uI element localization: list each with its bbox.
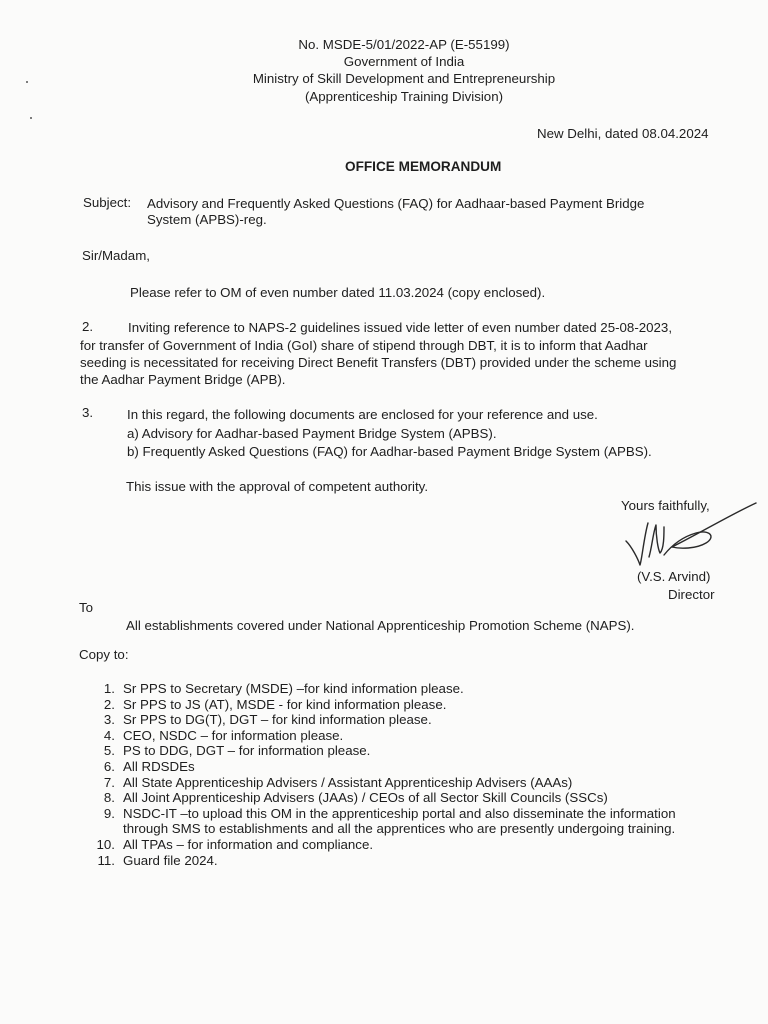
list-item [80, 790, 676, 806]
copy-to-list [80, 681, 676, 868]
list-item [80, 743, 676, 759]
paragraph-2-line1: Inviting reference to NAPS-2 guidelines issued vide letter of even number dated 25-08-2023, [128, 320, 673, 335]
list-item-text: Sr PPS to DG(T), DGT – for kind information please. [123, 712, 432, 728]
approval-line: This issue with the approval of competent authority. [126, 479, 429, 494]
to-label: To [79, 600, 94, 615]
list-item-number: 2. [103, 696, 115, 712]
list-item-text: All TPAs – for information and compliance. [123, 836, 374, 852]
subject-text-line1: Advisory and Frequently Asked Questions (FAQ) for Aadhaar-based Payment Bridge [147, 196, 645, 211]
list-item-number: 7. [103, 774, 115, 790]
subject-label: Subject: [83, 195, 132, 210]
list-item-number: 5. [103, 743, 115, 759]
paragraph-2-number: 2. [82, 319, 94, 334]
list-item [80, 681, 676, 697]
paragraph-1: Please refer to OM of even number dated 11.03.2024 (copy enclosed). [130, 285, 546, 300]
list-item [80, 759, 676, 775]
paragraph-2-line3: seeding is necessitated for receiving Direct Benefit Transfers (DBT) provided under the scheme using [80, 355, 677, 370]
handwritten-signature [620, 497, 760, 577]
scan-mark [30, 117, 32, 119]
list-item-text: NSDC-IT –to upload this OM in the apprenticeship portal and also disseminate the information [123, 805, 676, 821]
memo-title: OFFICE MEMORANDUM [345, 159, 502, 174]
salutation: Sir/Madam, [82, 248, 150, 263]
division-line: (Apprenticeship Training Division) [304, 89, 504, 104]
ministry-line: Ministry of Skill Development and Entrepreneurship [252, 71, 556, 86]
paragraph-3-intro: In this regard, the following documents are enclosed for your reference and use. [127, 407, 598, 422]
list-item-text: All RDSDEs [123, 758, 195, 774]
list-item-number: 9. [103, 805, 115, 821]
govt-line: Government of India [343, 54, 465, 69]
list-item-text: CEO, NSDC – for information please. [123, 727, 344, 743]
list-item-number: 4. [103, 727, 115, 743]
list-item [80, 712, 676, 728]
list-item-text: All Joint Apprenticeship Advisers (JAAs) / CEOs of all Sector Skill Councils (SSCs) [123, 790, 608, 806]
copy-to-label: Copy to: [79, 647, 129, 662]
list-item-number: 11. [97, 852, 115, 868]
list-item [80, 806, 676, 837]
enclosure-b: b) Frequently Asked Questions (FAQ) for Aadhar-based Payment Bridge System (APBS). [127, 444, 652, 459]
list-item [80, 697, 676, 713]
list-item-number: 8. [103, 790, 115, 806]
file-number: No. MSDE-5/01/2022-AP (E-55199) [298, 37, 510, 52]
enclosure-a: a) Advisory for Aadhar-based Payment Bridge System (APBS). [127, 426, 497, 441]
list-item [80, 853, 676, 869]
list-item-text: Guard file 2024. [123, 852, 218, 868]
list-item-number: 3. [103, 712, 115, 728]
list-item-number: 10. [96, 836, 115, 852]
subject-text-line2: System (APBS)-reg. [147, 212, 267, 227]
signatory-designation: Director [668, 587, 715, 602]
list-item-text: All State Apprenticeship Advisers / Assistant Apprenticeship Advisers (AAAs) [123, 774, 573, 790]
place-date: New Delhi, dated 08.04.2024 [537, 126, 709, 141]
list-item-number: 6. [103, 758, 115, 774]
list-item-text: Sr PPS to JS (AT), MSDE - for kind information please. [123, 696, 447, 712]
list-item-text: Sr PPS to Secretary (MSDE) –for kind information please. [123, 681, 464, 696]
signatory-name: (V.S. Arvind) [637, 569, 711, 584]
addressee: All establishments covered under National Apprenticeship Promotion Scheme (NAPS). [126, 618, 635, 633]
closing: Yours faithfully, [621, 498, 710, 513]
paragraph-2-line4: the Aadhar Payment Bridge (APB). [80, 372, 286, 387]
list-item-number: 1. [103, 681, 115, 696]
list-item [80, 837, 676, 853]
paragraph-2-line2: for transfer of Government of India (GoI) share of stipend through DBT, it is to inform that Aadhar [80, 338, 648, 353]
list-item [80, 775, 676, 791]
paragraph-3-number: 3. [82, 405, 94, 420]
list-item [80, 728, 676, 744]
list-item-text-continued: through SMS to establishments and all the apprentices who are presently undergoing training. [123, 821, 676, 837]
list-item-text: PS to DDG, DGT – for information please. [123, 743, 371, 759]
